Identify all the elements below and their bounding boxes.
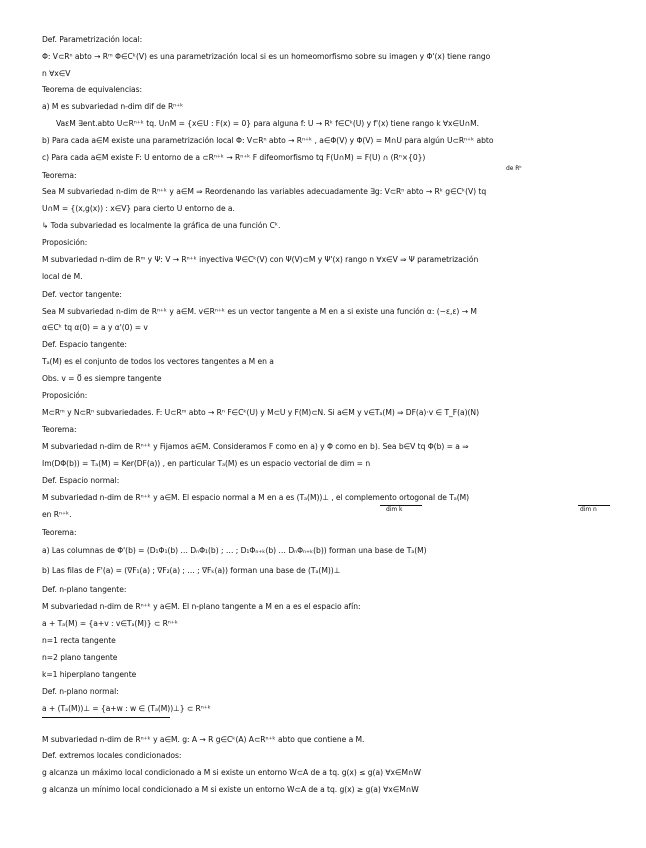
note-line: Sea M subvariedad n-dim de Rⁿ⁺ᵏ y a∈M ⇒ Reordenando las variables adecuadamente ∃g: V⊂Rⁿ abto → Rᵏ g∈Cᵏ(V) tq [42,187,487,196]
note-line: a) M es subvariedad n-dim dif de Rⁿ⁺ᵏ [42,102,184,111]
theorem-title-equivalencias: Teorema de equivalencias: [42,85,143,94]
note-line: M subvariedad n-dim de Rⁿ⁺ᵏ y a∈M. g: A → R g∈Cᵏ(A) A⊂Rⁿ⁺ᵏ abto que contiene a M. [42,735,365,744]
def-title-n-plano-normal: Def. n-plano normal: [42,687,119,696]
theorem-title: Teorema: [42,171,77,180]
note-line: M subvariedad n-dim de Rⁿ⁺ᵏ y Fijamos a∈M. Consideramos F como en a) y Φ como en b). Sea b∈V tq Φ(b) = a ⇒ [42,442,469,451]
note-line: U∩M = {(x,g(x)) : x∈V} para cierto U entorno de a. [42,204,235,213]
note-line: M subvariedad n-dim de Rⁿ⁺ᵏ y a∈M. El espacio normal a M en a es (Tₐ(M))⊥ , el complemento ortogonal de Tₐ(M) [42,493,470,502]
note-line: k=1 hiperplano tangente [42,670,137,679]
def-title-espacio-normal: Def. Espacio normal: [42,476,120,485]
proposition-title: Proposición: [42,238,88,247]
note-line: Obs. v = 0⃗ es siempre tangente [42,374,162,383]
theorem-title: Teorema: [42,528,77,537]
note-line: M subvariedad n-dim de Rᵐ y Ψ: V → Rⁿ⁺ᵏ inyectiva Ψ∈Cᵏ(V) con Ψ(V)⊂M y Ψ'(x) rango n ∀x∈V ⇒ Ψ parametrización [42,255,479,264]
def-title-espacio-tangente: Def. Espacio tangente: [42,340,127,349]
note-line: n ∀x∈V [42,69,71,78]
note-line: ↳ Toda subvariedad es localmente la gráfica de una función Cᵏ. [42,221,281,230]
note-line: b) Las filas de F'(a) = (∇F₁(a) ; ∇F₂(a) ; … ; ∇Fₖ(a)) forman una base de (Tₐ(M))⊥ [42,566,341,575]
note-line: M subvariedad n-dim de Rⁿ⁺ᵏ y a∈M. El n-plano tangente a M en a es el espacio afín: [42,602,361,611]
note-line: n=2 plano tangente [42,653,118,662]
note-line: Tₐ(M) es el conjunto de todos los vectores tangentes a M en a [42,357,274,366]
note-line: Sea M subvariedad n-dim de Rⁿ⁺ᵏ y a∈M. v∈Rⁿ⁺ᵏ es un vector tangente a M en a si existe una función α: (−ε,ε) → M [42,307,477,316]
dim-k-note: dim k [386,506,403,513]
note-line: b) Para cada a∈M existe una parametrización local Φ: V⊂Rⁿ abto → Rⁿ⁺ᵏ , a∈Φ(V) y Φ(V) = M∩U para algún U⊂Rⁿ⁺ᵏ abto [42,136,494,145]
subscript-note: de Rᵏ [506,165,522,172]
note-line: α∈Cᵏ tq α(0) = a y α'(0) = v [42,323,148,332]
def-title-extremos-condicionados: Def. extremos locales condicionados: [42,751,182,760]
note-line: g alcanza un mínimo local condicionado a M si existe un entorno W⊂A de a tq. g(x) ≥ g(a) ∀x∈M∩W [42,785,419,794]
section-divider [42,717,170,718]
note-line: M⊂Rᵐ y N⊂Rⁿ subvariedades. F: U⊂Rᵐ abto → Rⁿ F∈Cᵏ(U) y M⊂U y F(M)⊂N. Si a∈M y v∈Tₐ(M) ⇒ DF(a)·v ∈ T_F(a)(N) [42,408,479,417]
note-line: c) Para cada a∈M existe F: U entorno de a ⊂Rⁿ⁺ᵏ → Rⁿ⁺ᵏ F difeomorfismo tq F(U∩M) = F(U) ∩ (Rⁿ×{0}) [42,153,426,162]
dim-n-note: dim n [580,506,597,513]
note-line: VaεM ∃ent.abto U⊂Rⁿ⁺ᵏ tq. U∩M = {x∈U : F(x) = 0} para alguna f: U → Rᵏ f∈Cᵏ(U) y f'(x) tiene rango k ∀x∈U∩M. [56,119,479,128]
note-line: a + Tₐ(M) = {a+v : v∈Tₐ(M)} ⊂ Rⁿ⁺ᵏ [42,619,178,628]
def-title-vector-tangente: Def. vector tangente: [42,290,122,299]
def-title-n-plano-tangente: Def. n-plano tangente: [42,585,127,594]
def-title-parametrizacion: Def. Parametrización local: [42,35,143,44]
note-line: Φ: V⊂Rⁿ abto → Rᵐ Φ∈Cᵏ(V) es una parametrización local si es un homeomorfismo sobre su imagen y Φ'(x) tiene rango [42,52,491,61]
theorem-title: Teorema: [42,425,77,434]
note-line: n=1 recta tangente [42,636,116,645]
note-line: Im(DΦ(b)) = Tₐ(M) = Ker(DF(a)) , en particular Tₐ(M) es un espacio vectorial de dim = n [42,459,371,468]
proposition-title: Proposición: [42,391,88,400]
note-line: a + (Tₐ(M))⊥ = {a+w : w ∈ (Tₐ(M))⊥} ⊂ Rⁿ⁺ᵏ [42,704,211,713]
note-line: en Rⁿ⁺ᵏ. [42,510,72,519]
note-line: g alcanza un máximo local condicionado a M si existe un entorno W⊂A de a tq. g(x) ≤ g(a) ∀x∈M∩W [42,768,421,777]
note-line: a) Las columnas de Φ'(b) = (D₁Φ₁(b) … DₙΦ₁(b) ; … ; D₁Φₙ₊ₖ(b) … DₙΦₙ₊ₖ(b)) forman una base de Tₐ(M) [42,546,427,555]
note-line: local de M. [42,272,83,281]
